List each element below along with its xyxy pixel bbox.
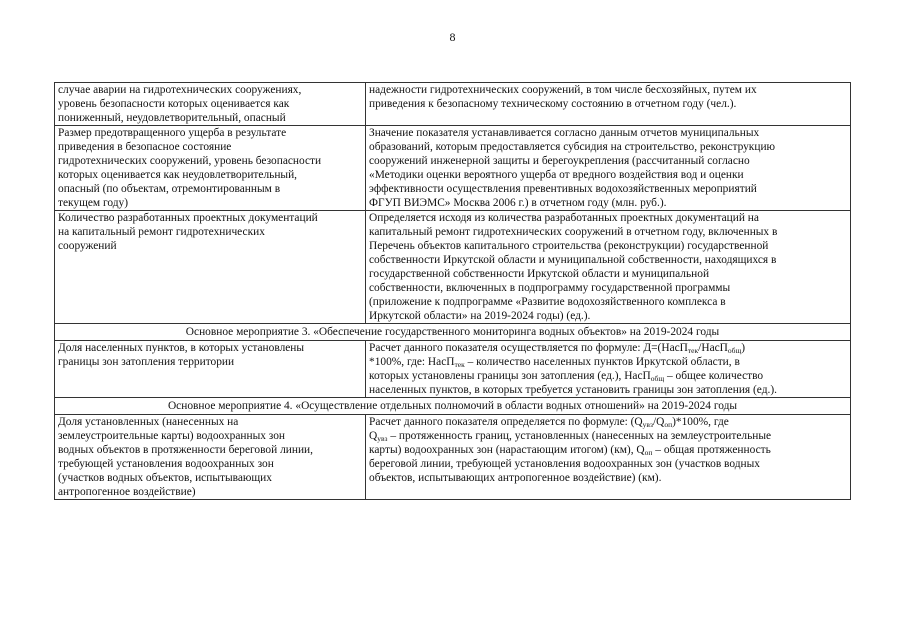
table-row [55,211,851,324]
text-line: капитальный ремонт гидротехнических сооружений в отчетном году, включенных в [369,226,778,238]
text-fragment: Расчет данного показателя осуществляется по формуле: Д=(НасП [369,342,688,354]
text-line: границы зон затопления территории [58,356,235,368]
text-line: требующей установления водоохранных зон [58,458,274,470]
text-line: приведения к безопасному техническому состоянию в отчетном году (чел.). [369,98,737,110]
text-fragment: – протяженность границ, установленных (нанесенных на землеустроительные [387,430,772,442]
text-line: землеустроительные карты) водоохранных зон [58,430,285,442]
text-fragment: – количество населенных пунктов Иркутской области, в [464,356,740,368]
text-line: приведения в безопасное состояние [58,141,232,153]
text-fragment: )*100%, где [672,416,729,428]
indicator-method-cell [366,126,851,211]
indicator-method-cell [366,211,851,324]
table-row [55,126,851,211]
section-title: Основное мероприятие 3. «Обеспечение государственного мониторинга водных объектов» на 2019-2024 годы [55,324,851,341]
subscript: тек [454,360,465,369]
indicator-name-cell [55,415,366,500]
page-number: 8 [449,30,456,44]
text-fragment: /Q [652,416,665,428]
text-line: случае аварии на гидротехнических сооружениях, [58,84,302,96]
indicator-name-cell [55,83,366,126]
text-line: Значение показателя устанавливается согласно данным отчетов муниципальных [369,127,760,139]
text-fragment: карты) водоохранных зон (нарастающим итогом) (км), Q [369,444,645,456]
subscript: оп [664,420,673,429]
text-line: Перечень объектов капитального строительства (реконструкции) государственной [369,240,769,252]
text-line: объектов, испытывающих антропогенное воздействие) (км). [369,472,662,484]
text-line [369,443,847,457]
text-fragment: которых установлены границы зон затопления (ед.), НасП [369,370,651,382]
text-line: на капитальный ремонт гидротехнических [58,226,265,238]
text-fragment: Q [369,430,378,442]
text-fragment: – общая протяженность [652,444,771,456]
section-header-row [55,398,851,415]
formula-line [369,415,847,429]
text-line: гидротехнических сооружений, уровень безопасности [58,155,322,167]
text-line: Количество разработанных проектных документаций [58,212,318,224]
text-line: Доля установленных (нанесенных на [58,416,239,428]
text-line: береговой линии, требующей установления водоохранных зон (участков водных [369,458,760,470]
text-line: антропогенное воздействие) [58,486,196,498]
indicator-name-cell [55,211,366,324]
text-line: Доля населенных пунктов, в которых установлены [58,342,305,354]
text-line: сооружений [58,240,117,252]
text-line: собственности, включенных в подпрограмму государственной программы [369,282,731,294]
text-fragment: *100%, где: НасП [369,356,455,368]
text-line: текущем году) [58,197,129,209]
text-line: водных объектов в протяженности береговой линии, [58,444,313,456]
text-line: образований, которым предоставляется субсидия на строительство, реконструкцию [369,141,776,153]
indicator-method-cell [366,415,851,500]
text-line: пониженный, неудовлетворительный, опасный [58,112,286,124]
text-line: эффективности осуществления превентивных водохозяйственных мероприятий [369,183,757,195]
subscript: тек [687,346,699,355]
text-line: (приложение к подпрограмме «Развитие водохозяйственного комплекса в [369,296,726,308]
table-row [55,415,851,500]
text-line: населенных пунктов, в которых требуется установить границы зон затопления (ед.). [369,384,777,396]
text-fragment: /НасП [698,342,728,354]
text-line: государственной собственности Иркутской области и муниципальной [369,268,710,280]
text-line: опасный (по объектам, отремонтированным в [58,183,281,195]
subscript: общ [727,346,742,355]
text-line: Размер предотвращенного ущерба в результате [58,127,287,139]
text-line: Иркутской области» на 2019-2024 годы) (ед.). [369,310,591,322]
subscript: увз [642,420,653,429]
text-line [369,355,847,369]
text-line [369,429,847,443]
table-row [55,83,851,126]
text-line: «Методики оценки вероятного ущерба от вредного воздействия вод и оценки [369,169,744,181]
text-line [369,369,847,383]
indicator-method-cell [366,83,851,126]
subscript: общ [650,374,665,383]
indicator-name-cell [55,126,366,211]
indicator-method-cell [366,341,851,398]
table-row [55,341,851,398]
text-line: (участков водных объектов, испытывающих [58,472,272,484]
formula-line [369,341,847,355]
text-fragment: – общее количество [664,370,764,382]
text-fragment: Расчет данного показателя определяется по формуле: (Q [369,416,643,428]
indicator-name-cell [55,341,366,398]
subscript: увз [377,434,388,443]
text-fragment: ) [741,342,746,354]
subscript: оп [644,448,653,457]
indicator-table [54,82,851,500]
text-line: которых оценивается как неудовлетворительный, [58,169,298,181]
text-line: собственности Иркутской области и муниципальной собственности, находящихся в [369,254,777,266]
text-line: Определяется исходя из количества разработанных проектных документаций на [369,212,759,224]
text-line: уровень безопасности которых оценивается как [58,98,290,110]
section-header-row [55,324,851,341]
text-line: ФГУП ВИЭМС» Москва 2006 г.) в отчетном году (млн. руб.). [369,197,667,209]
section-title: Основное мероприятие 4. «Осуществление отдельных полномочий в области водных отношений» на 2019-2024 годы [55,398,851,415]
text-line: сооружений инженерной защиты и берегоукрепления (рассчитанный согласно [369,155,750,167]
text-line: надежности гидротехнических сооружений, в том числе бесхозяйных, путем их [369,84,757,96]
